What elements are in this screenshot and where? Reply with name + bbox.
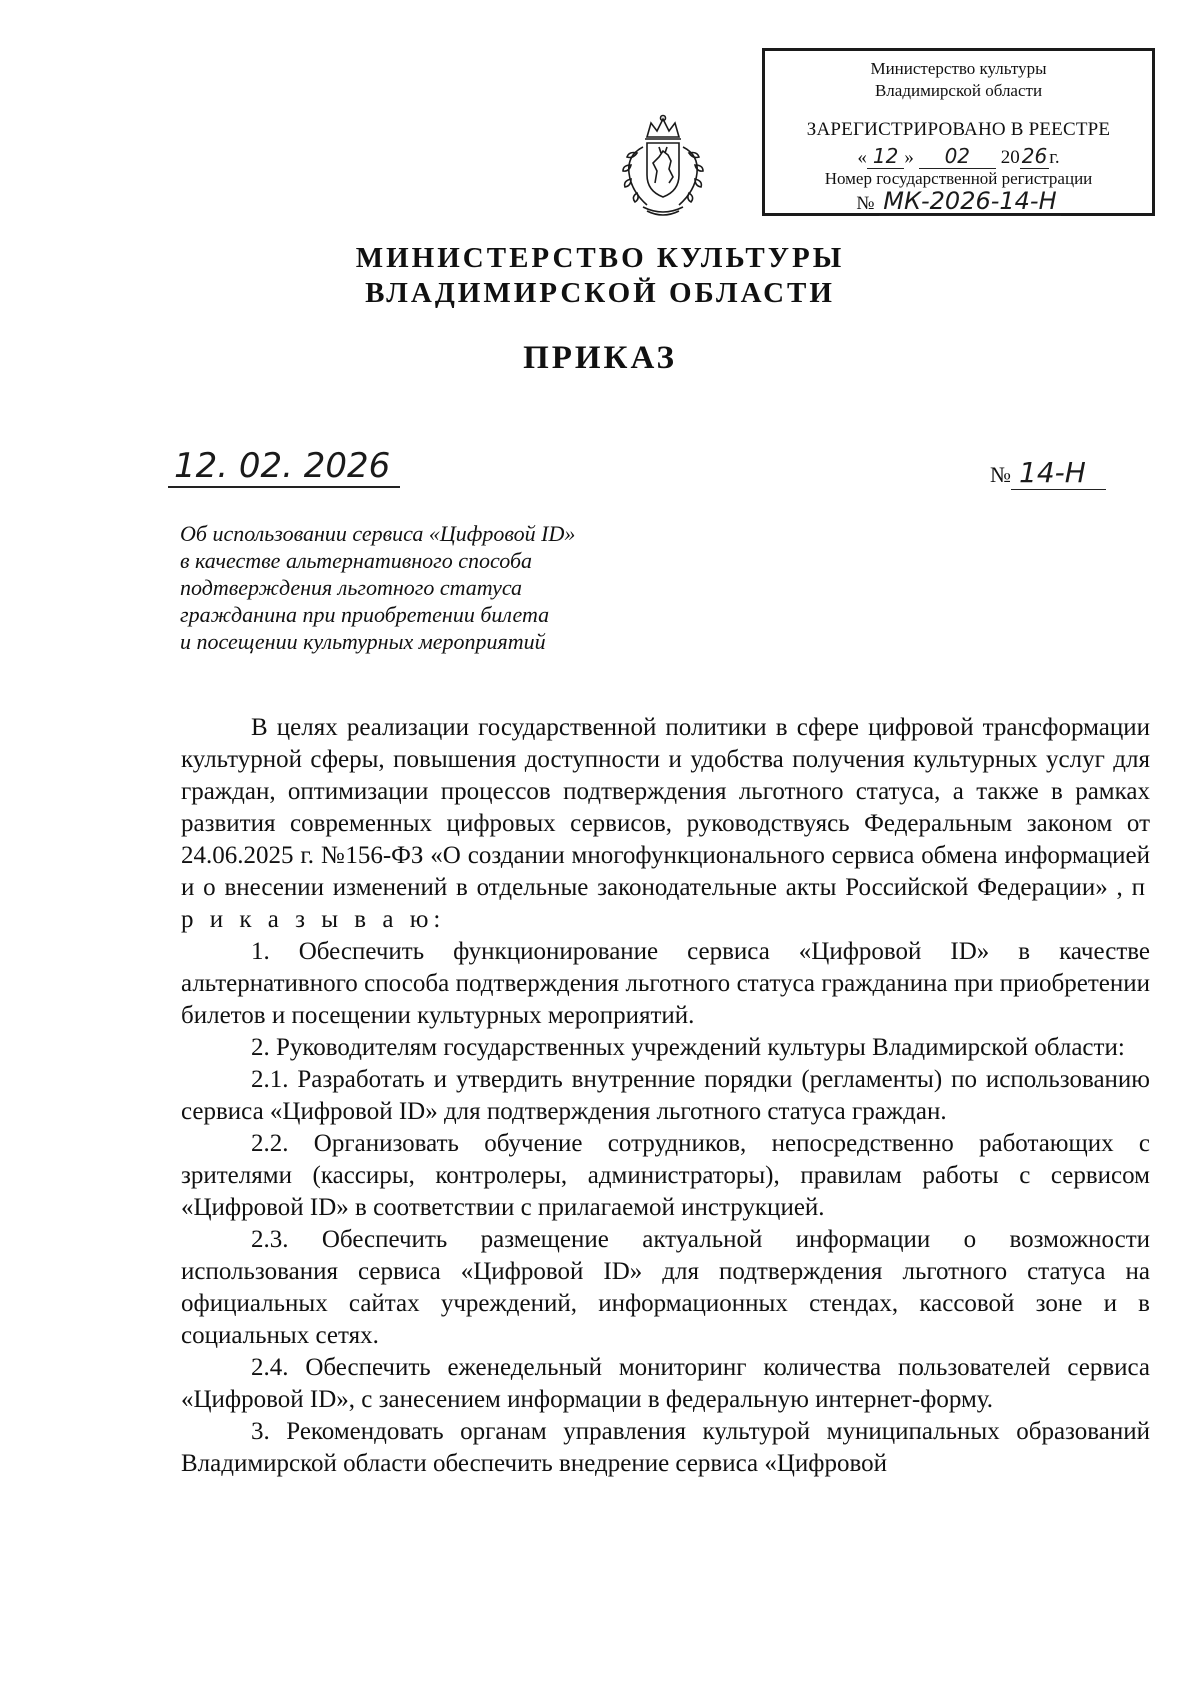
order-number-label: №: [990, 462, 1011, 487]
stamp-date-year-suffix: 26: [1021, 144, 1048, 168]
stamp-number-value: МК-2026-14-Н: [879, 187, 1060, 216]
subject-line: и посещении культурных мероприятий: [180, 629, 546, 654]
stamp-date-month: 02: [919, 144, 996, 169]
stamp-reg-number: [765, 189, 1152, 216]
stamp-date: [765, 145, 1152, 169]
clause-2-1: 2.1. Разработать и утвердить внутренние порядки (регламенты) по использованию сервиса «Цифровой ID» для подтверждения льготного статуса граждан.: [181, 1066, 1150, 1125]
order-subject: [180, 520, 650, 655]
clause-2-4: 2.4. Обеспечить еженедельный мониторинг количества пользователей сервиса «Цифровой ID», с занесением информации в федеральную интернет-форму.: [181, 1354, 1150, 1413]
stamp-date-year-end: г.: [1049, 147, 1060, 168]
clause-2-3: 2.3. Обеспечить размещение актуальной информации о возможности использования сервиса «Цифровой ID» для подтверждения льготного статуса на официальных сайтах учреждений, информационных стендах, кассовой зоне и в социальных сетях.: [181, 1226, 1150, 1349]
stamp-registered-label: ЗАРЕГИСТРИРОВАНО В РЕЕСТРЕ: [806, 119, 1111, 140]
subject-line: подтверждения льготного статуса: [180, 575, 523, 600]
registration-stamp: [762, 48, 1155, 216]
ministry-title-line2: ВЛАДИМИРСКОЙ ОБЛАСТИ: [365, 277, 835, 309]
order-number-value: 14-Н: [1011, 456, 1106, 490]
preamble-text: В целях реализации государственной политики в сфере цифровой трансформации культурной сферы, повышения доступности и удобства получения культурных услуг для граждан, оптимизации процессов подтверждения льготного статуса, а также в рамках развития современных цифровых сервисов, руководствуясь Федеральным законом от 24.06.2025 г. №156-ФЗ «О создании многофункционального сервиса обмена информацией и о внесении изменений в отдельные законодательные акты Российской Федерации» ,: [181, 714, 1150, 901]
clause-2-2: 2.2. Организовать обучение сотрудников, непосредственно работающих с зрителями (кассиры, контролеры, администраторы), правилам работы с сервисом «Цифровой ID» в соответствии с прилагаемой инструкцией.: [181, 1130, 1150, 1221]
order-date: 12. 02. 2026: [168, 446, 400, 488]
ministry-title-line1: МИНИСТЕРСТВО КУЛЬТУРЫ: [355, 242, 845, 274]
subject-line: гражданина при приобретении билета: [180, 602, 550, 627]
stamp-date-day: 12: [867, 144, 904, 169]
vladimir-coat-of-arms-icon: [613, 113, 713, 219]
clause-3: 3. Рекомендовать органам управления культурой муниципальных образований Владимирской области обеспечить внедрение сервиса «Цифровой: [181, 1418, 1150, 1477]
order-body: [181, 712, 1150, 1480]
document-type-title: ПРИКАЗ: [523, 340, 677, 376]
subject-line: Об использовании сервиса «Цифровой ID»: [180, 521, 576, 546]
subject-line: в качестве альтернативного способа: [180, 548, 533, 573]
clause-2: 2. Руководителям государственных учреждений культуры Владимирской области:: [251, 1034, 1125, 1061]
stamp-date-open-quote: «: [857, 147, 867, 168]
stamp-org-line2: Владимирской области: [874, 81, 1043, 100]
stamp-date-close-quote: »: [904, 147, 914, 168]
order-word: п р и к а з ы в а ю:: [181, 874, 1150, 933]
stamp-org-line1: Министерство культуры: [870, 59, 1047, 78]
clause-1: 1. Обеспечить функционирование сервиса «Цифровой ID» в качестве альтернативного способа подтверждения льготного статуса гражданина при приобретении билетов и посещении культурных мероприятий.: [181, 938, 1150, 1029]
order-number: [990, 456, 1106, 489]
stamp-reg-number-label: Номер государственной регистрации: [824, 169, 1093, 188]
stamp-date-year-prefix: 20: [1000, 147, 1020, 168]
stamp-number-prefix: №: [856, 193, 875, 214]
preamble-paragraph: [181, 712, 1150, 936]
